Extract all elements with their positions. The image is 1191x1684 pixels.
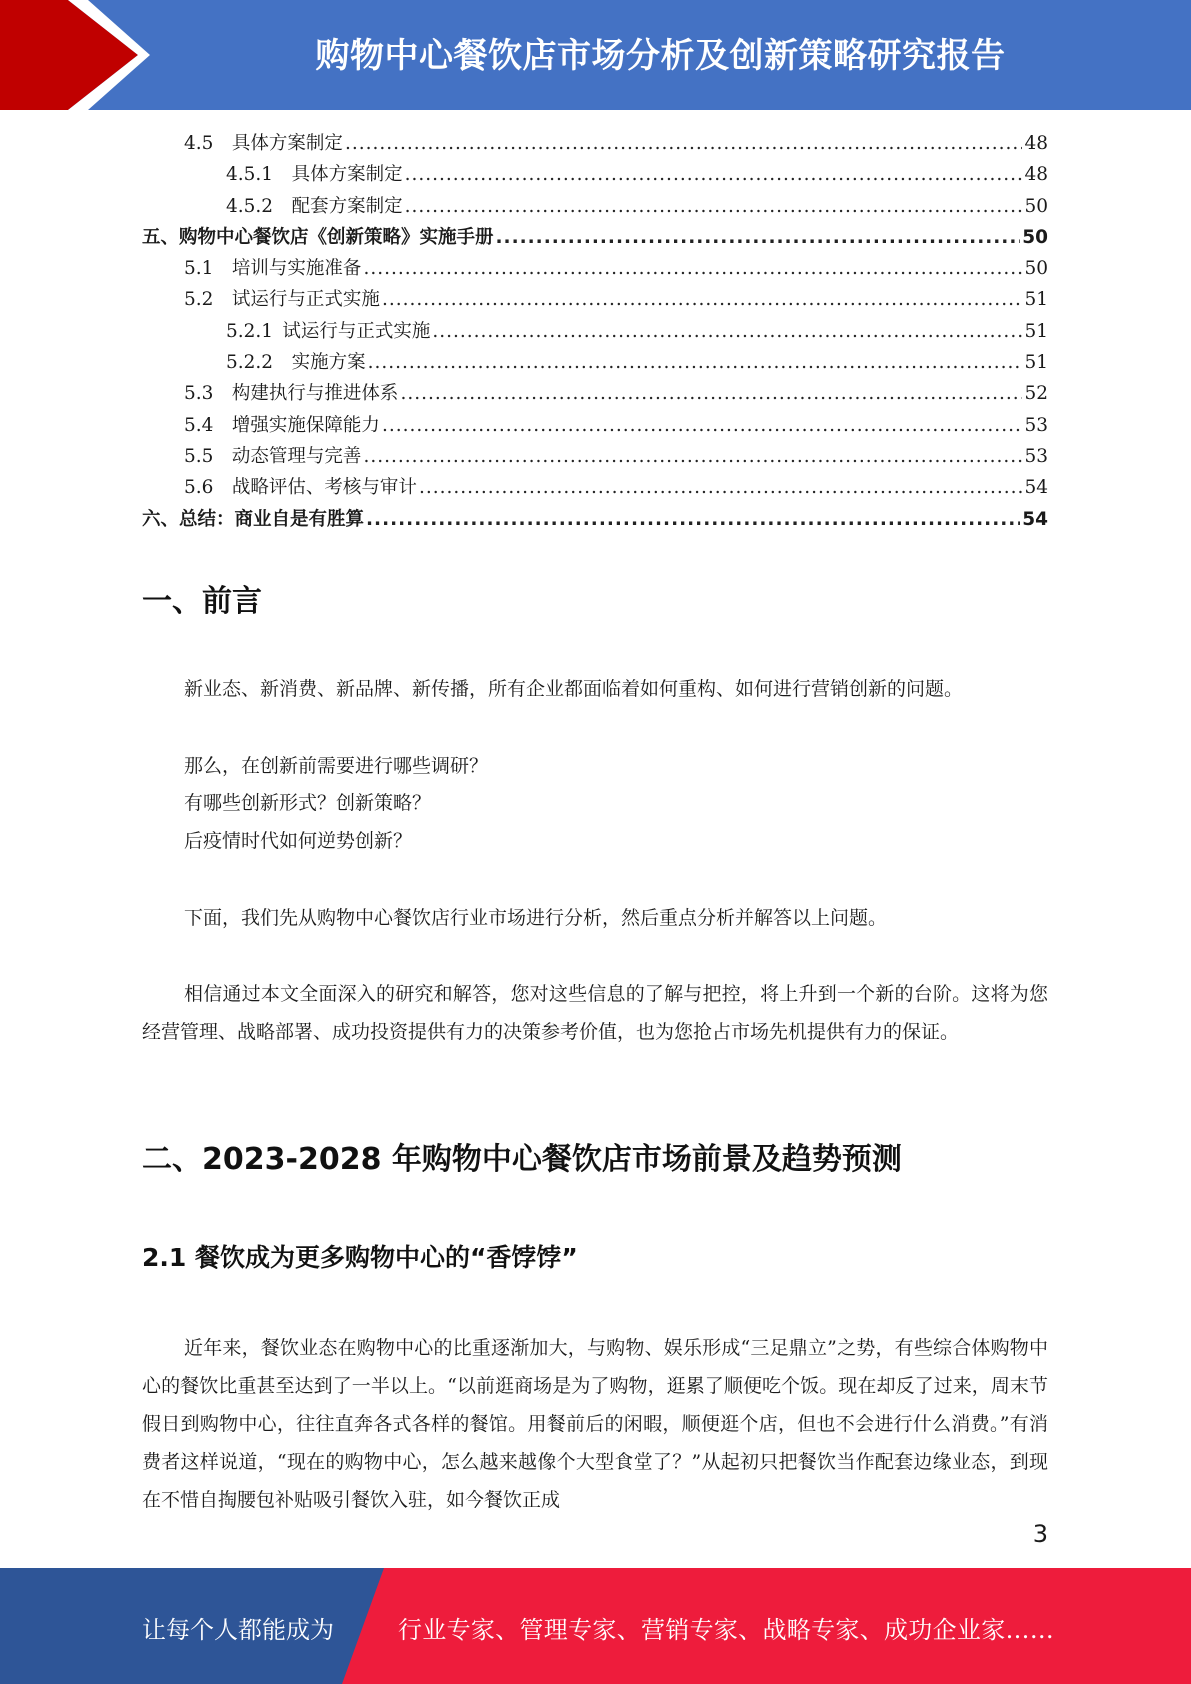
header-band: [0, 0, 1191, 110]
paragraph: 新业态、新消费、新品牌、新传播，所有企业都面临着如何重构、如何进行营销创新的问题。: [184, 678, 964, 700]
toc-label: 配套方案制定: [291, 195, 403, 217]
toc-label: 试运行与正式实施: [282, 320, 431, 342]
toc-page: 54: [1022, 508, 1048, 530]
toc-label: 实施方案: [291, 352, 366, 374]
toc-number: 六、: [142, 508, 180, 530]
toc-page: 53: [1024, 445, 1048, 467]
toc-entry[interactable]: [142, 222, 1048, 253]
toc-page: 50: [1024, 195, 1048, 217]
toc-page: 53: [1024, 414, 1048, 436]
toc-leader: [382, 410, 1023, 441]
toc-number: 4.5.2: [226, 195, 274, 217]
toc-leader: [345, 128, 1023, 159]
toc-leader: [366, 504, 1020, 535]
toc-entry[interactable]: [142, 316, 1048, 347]
toc-leader: [400, 378, 1022, 409]
toc-entry[interactable]: [142, 128, 1048, 159]
toc-number: 5.3: [184, 383, 214, 405]
toc-leader: [419, 472, 1023, 503]
chevron-arrow-icon: [0, 0, 160, 110]
toc-number: 5.2.2: [226, 352, 274, 374]
toc-number: 5.2: [184, 289, 214, 311]
footer-slogan-left: 让每个人都能成为: [142, 1616, 334, 1644]
toc-number: 5.1: [184, 258, 214, 280]
toc-label: 构建执行与推进体系: [231, 383, 399, 405]
toc-page: 50: [1024, 258, 1048, 280]
toc-entry[interactable]: [142, 378, 1048, 409]
paragraph: 相信通过本文全面深入的研究和解答，您对这些信息的了解与把控，将上升到一个新的台阶。这将为您经营管理、战略部署、成功投资提供有力的决策参考价值，也为您抢占市场先机提供有力的保证。: [142, 983, 1048, 1043]
subsection-heading: 2.1 餐饮成为更多购物中心的“香饽饽”: [142, 1243, 578, 1272]
toc-leader: [405, 159, 1023, 190]
toc-page: 51: [1024, 352, 1048, 374]
toc-label: 培训与实施准备: [231, 258, 362, 280]
toc-leader: [382, 284, 1023, 315]
report-title: 购物中心餐饮店市场分析及创新策略研究报告: [315, 36, 1006, 76]
page-number: 3: [1032, 1520, 1048, 1548]
toc-entry[interactable]: [142, 253, 1048, 284]
toc-entry[interactable]: [142, 504, 1048, 535]
section-heading-preface: 一、前言: [142, 584, 262, 619]
toc-label: 具体方案制定: [231, 133, 343, 154]
paragraph: 下面，我们先从购物中心餐饮店行业市场进行分析，然后重点分析并解答以上问题。: [184, 907, 888, 929]
toc-entry[interactable]: [142, 441, 1048, 472]
toc-number: 4.5.1: [226, 164, 274, 186]
toc-page: 52: [1024, 383, 1048, 405]
toc-entry[interactable]: [142, 472, 1048, 503]
toc-page: 54: [1024, 477, 1048, 499]
toc-number: 5.5: [184, 445, 214, 467]
toc-leader: [405, 191, 1023, 222]
toc-entry[interactable]: [142, 410, 1048, 441]
toc-page: 51: [1024, 320, 1048, 342]
toc-leader: [368, 347, 1023, 378]
toc-number: 5.4: [184, 414, 214, 436]
question-line: 那么，在创新前需要进行哪些调研？: [184, 755, 489, 777]
table-of-contents: [142, 128, 1048, 535]
toc-page: 50: [1022, 226, 1048, 248]
toc-label: 具体方案制定: [291, 164, 403, 186]
toc-number: 5.6: [184, 477, 214, 499]
toc-entry[interactable]: [142, 347, 1048, 378]
toc-leader: [432, 316, 1022, 347]
toc-leader: [496, 222, 1021, 253]
toc-label: 战略评估、考核与审计: [231, 477, 417, 499]
section-heading-forecast: 二、2023-2028 年购物中心餐饮店市场前景及趋势预测: [142, 1142, 902, 1177]
question-line: 后疫情时代如何逆势创新？: [184, 830, 413, 852]
toc-number: 4.5: [184, 133, 214, 154]
toc-label: 增强实施保障能力: [231, 414, 380, 436]
toc-leader: [363, 253, 1022, 284]
toc-leader: [363, 441, 1022, 472]
toc-label: 总结：商业自是有胜算: [179, 508, 365, 530]
footer-band: [0, 1568, 1191, 1684]
footer-slogan-right: 行业专家、管理专家、营销专家、战略专家、成功企业家……: [398, 1616, 1055, 1644]
toc-page: 48: [1024, 164, 1048, 186]
toc-number: 5.2.1: [226, 320, 274, 342]
toc-label: 动态管理与完善: [231, 445, 362, 467]
toc-entry[interactable]: [142, 191, 1048, 222]
toc-page: 48: [1024, 133, 1048, 154]
toc-label: 试运行与正式实施: [231, 289, 380, 311]
toc-label: 购物中心餐饮店《创新策略》实施手册: [179, 226, 494, 248]
paragraph: 近年来，餐饮业态在购物中心的比重逐渐加大，与购物、娱乐形成“三足鼎立”之势，有些综合体购物中心的餐饮比重甚至达到了一半以上。“以前逛商场是为了购物，逛累了顺便吃个饭。现在却反了过来，周末节假日到购物中心，往往直奔各式各样的餐馆。用餐前后的闲暇，顺便逛个店，但也不会进行什么消费。”有消费者这样说道，“现在的购物中心，怎么越来越像个大型食堂了？”从起初只把餐饮当作配套边缘业态，到现在不惜自掏腰包补贴吸引餐饮入驻，如今餐饮正成: [142, 1337, 1048, 1511]
toc-entry[interactable]: [142, 159, 1048, 190]
toc-page: 51: [1024, 289, 1048, 311]
toc-number: 五、: [142, 226, 180, 248]
toc-entry[interactable]: [142, 284, 1048, 315]
question-line: 有哪些创新形式？创新策略？: [184, 792, 432, 814]
